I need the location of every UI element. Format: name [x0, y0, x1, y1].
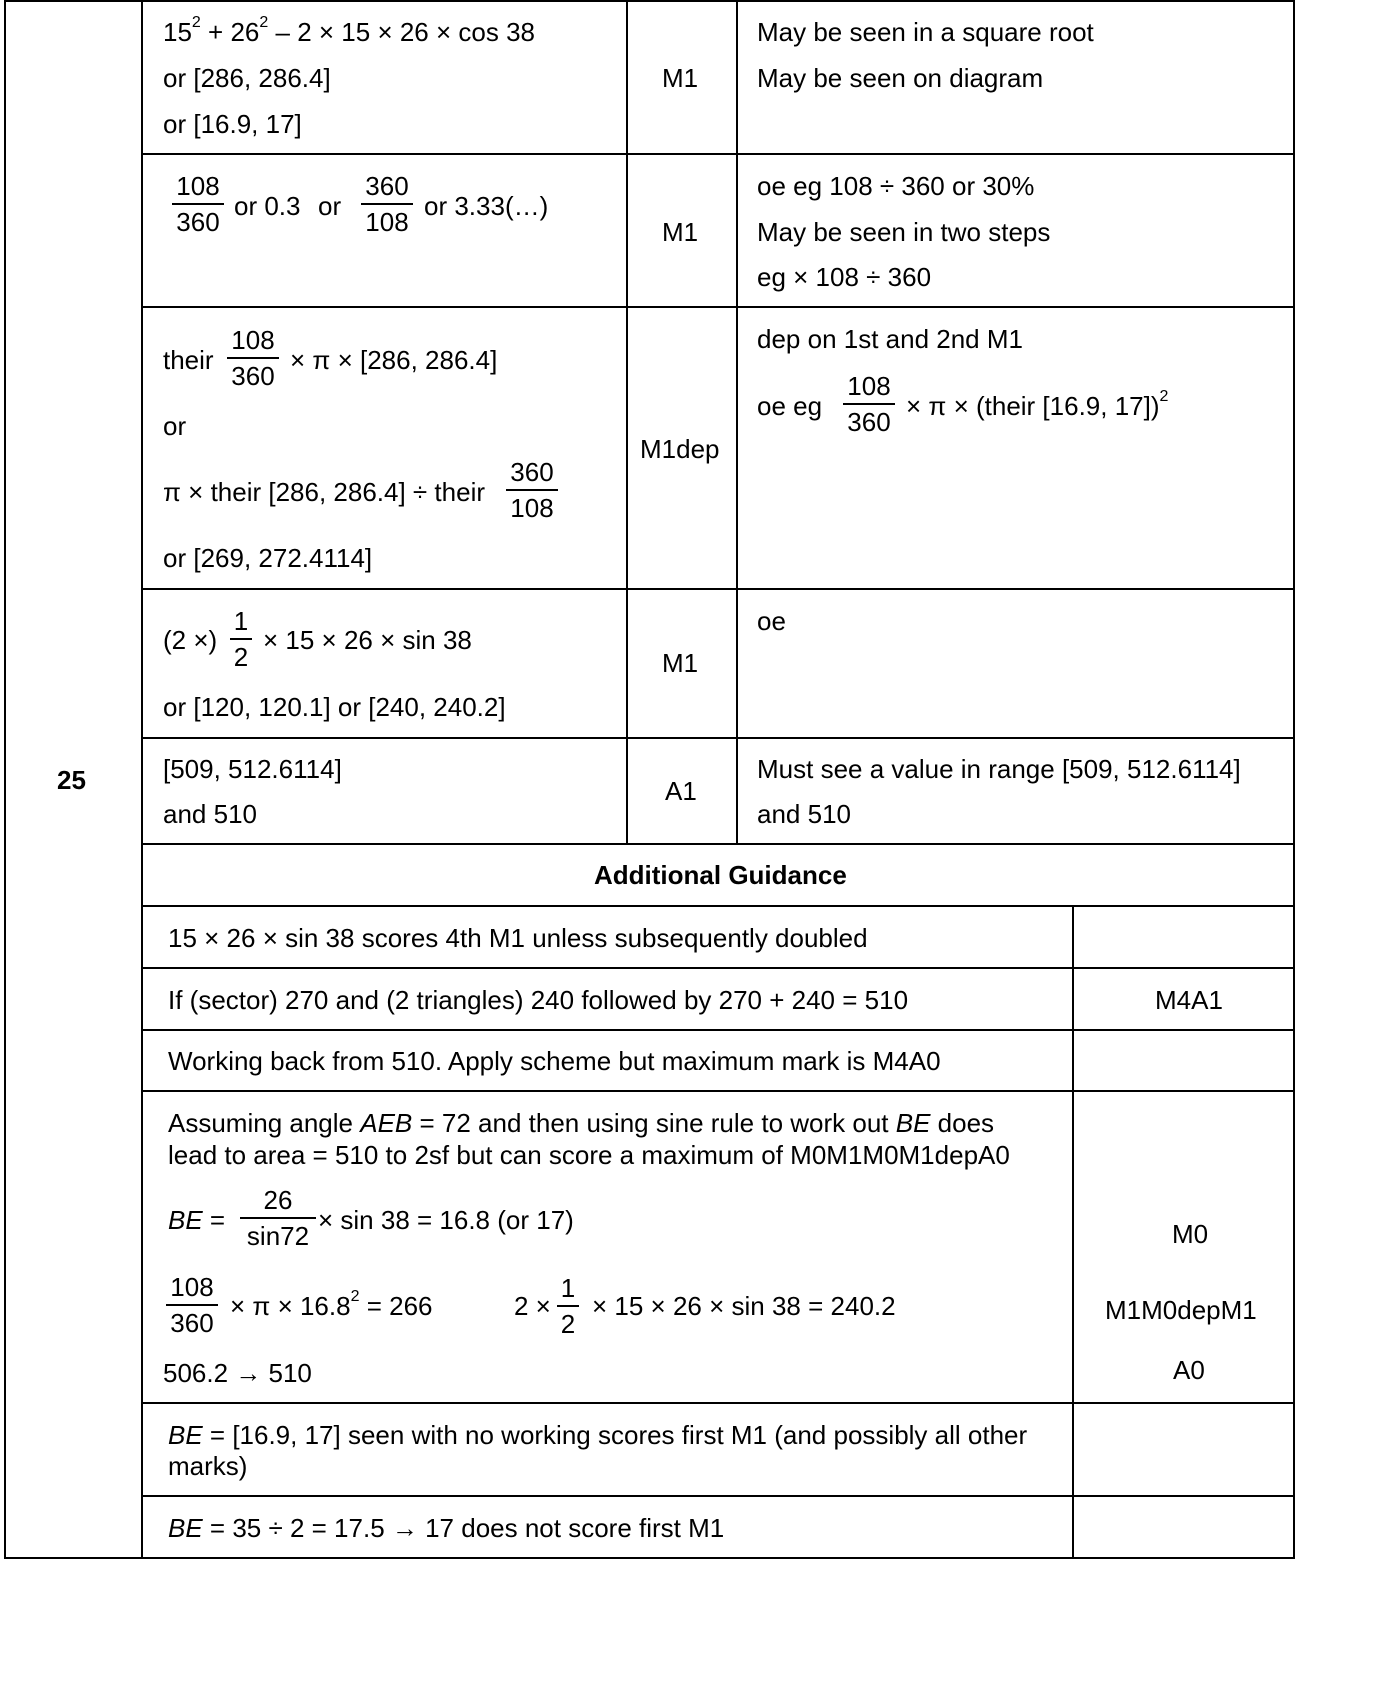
guidance-row6-text: BE = 35 ÷ 2 = 17.5 → 17 does not score first M1 [168, 1513, 725, 1543]
row2-or-recurring: or 3.33(…) [424, 191, 549, 221]
guidance-row4-mark2: M1M0depM1 [1105, 1295, 1257, 1325]
guidance-row4-fraction-sine: 26 sin72 [240, 1187, 316, 1249]
row2-comment3: eg × 108 ÷ 360 [757, 262, 932, 292]
guidance-row4-triangle-prefix: 2 × [514, 1291, 551, 1321]
guidance-row4-mark3: A0 [1173, 1355, 1205, 1385]
row2-or-decimal: or 0.3 [234, 191, 301, 221]
row4-comment: oe [757, 606, 786, 636]
row3-fraction2: 360 108 [506, 459, 558, 521]
row1-method-line1: $15^2 + 26^2 - 2 \times 15 \times 26 \times \cos 38$ [163, 14, 535, 47]
guidance-row4-be-tail: × sin 38 = 16.8 (or 17) [318, 1205, 574, 1235]
row4-prefix: (2 ×) [163, 625, 218, 655]
guidance-row4-be-label: BE = [168, 1205, 226, 1235]
row1-mark: M1 [662, 63, 699, 93]
row5-method-line2: and 510 [163, 799, 257, 829]
guidance-row4-line2: lead to area = 510 to 2sf but can score a maximum of M0M1M0M1depA0 [168, 1140, 1010, 1170]
guidance-row5-line2: marks) [168, 1451, 248, 1481]
row3-their: their [163, 345, 214, 375]
row3-method-line4: or [269, 272.4114] [163, 543, 373, 573]
row1-comment2: May be seen on diagram [757, 63, 1044, 93]
row3-method-line3: π × their [286, 286.4] ÷ their [163, 477, 486, 507]
guidance-row1-text: 15 × 26 × sin 38 scores 4th M1 unless subsequently doubled [168, 923, 868, 953]
guidance-row4-mark1: M0 [1172, 1219, 1209, 1249]
row5-mark: A1 [665, 776, 697, 806]
row3-mark: M1dep [640, 434, 720, 464]
row2-fraction1: 108 360 [172, 173, 224, 235]
row3-or: or [163, 411, 187, 441]
row3-comment2-tail: × π × (their [16.9, 17])$^2$ [906, 388, 1169, 421]
row5-method-line1: [509, 512.6114] [163, 754, 342, 784]
guidance-row5-line1: BE = [16.9, 17] seen with no working scores first M1 (and possibly all other [168, 1420, 1028, 1450]
row3-fraction1: 108 360 [227, 327, 279, 389]
guidance-row4-sector: × $\pi \times 16.8^2 = 266$ [230, 1288, 433, 1321]
guidance-row4-fraction-half: 1 2 [557, 1275, 579, 1337]
row4-fraction-half: 1 2 [230, 608, 252, 670]
row5-comment2: and 510 [757, 799, 851, 829]
guidance-row4-triangle-tail: × 15 × 26 × sin 38 = 240.2 [592, 1291, 896, 1321]
guidance-row3-text: Working back from 510. Apply scheme but maximum mark is M4A0 [168, 1046, 941, 1076]
row4-method-line2: or [120, 120.1] or [240, 240.2] [163, 692, 506, 722]
row1-comment1: May be seen in a square root [757, 17, 1094, 47]
row4-mark: M1 [662, 648, 699, 678]
guidance-row2-mark: M4A1 [1155, 985, 1223, 1015]
guidance-row4-total: 506.2 → 510 [163, 1358, 312, 1388]
row2-mark: M1 [662, 217, 699, 247]
row3-method-tail: × π × [286, 286.4] [290, 345, 498, 375]
guidance-title: Additional Guidance [594, 860, 847, 890]
row2-fraction2: 360 108 [361, 173, 413, 235]
row2-comment2: May be seen in two steps [757, 217, 1051, 247]
row2-comment1: oe eg 108 ÷ 360 or 30% [757, 171, 1035, 201]
row3-comment1: dep on 1st and 2nd M1 [757, 324, 1023, 354]
row1-method-line3: or [16.9, 17] [163, 109, 302, 139]
guidance-row4-line1: Assuming angle AEB = 72 and then using sine rule to work out BE does [168, 1108, 995, 1138]
guidance-row4-fraction-sector: 108 360 [166, 1274, 218, 1336]
row3-comment-fraction: 108 360 [843, 373, 895, 435]
row3-comment2-prefix: oe eg [757, 391, 823, 421]
row1-method-line2: or [286, 286.4] [163, 63, 331, 93]
guidance-row2-text: If (sector) 270 and (2 triangles) 240 followed by 270 + 240 = 510 [168, 985, 909, 1015]
row4-method-tail: × 15 × 26 × sin 38 [263, 625, 472, 655]
row2-or: or [318, 191, 342, 221]
row5-comment1: Must see a value in range [509, 512.6114] [757, 754, 1241, 784]
question-number: 25 [57, 765, 86, 795]
